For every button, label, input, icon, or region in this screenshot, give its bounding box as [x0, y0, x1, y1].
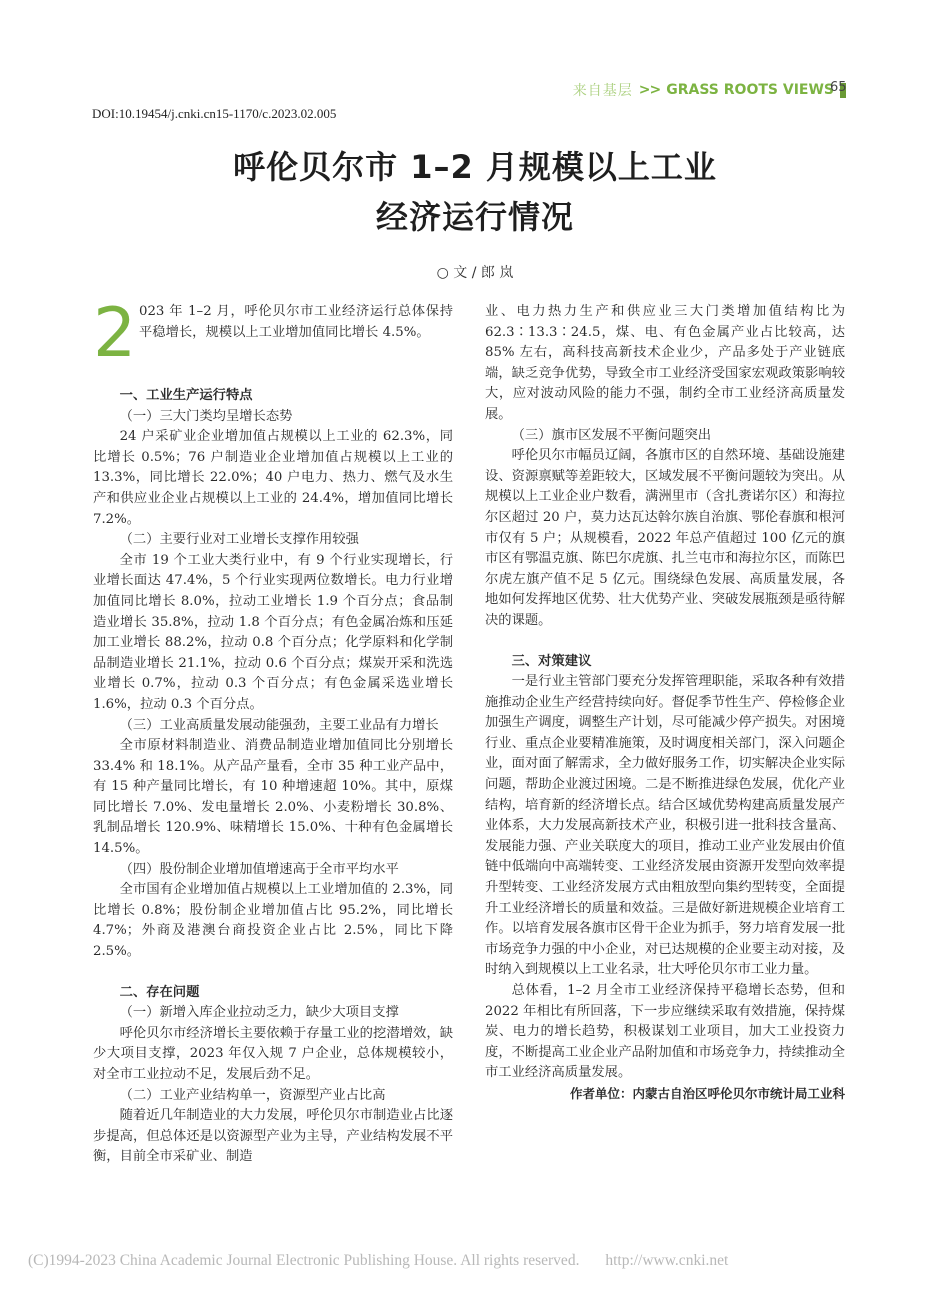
subheading-2-2: （二）工业产业结构单一，资源型产业占比高 — [119, 1087, 386, 1103]
subheading-1-3: （三）工业高质量发展动能强劲，主要工业品有力增长 — [119, 717, 439, 733]
paragraph-1-1: 24 户采矿业企业增加值占规模以上工业的 62.3%，同比增长 0.5%；76 户制造业企业增加值占规模以上工业的 13.3%，同比增长 22.0%；40 户电力、热力、燃气及水生产和供应业企业占规模以上工业的 24.4%，增加值同比增长 7.2%。 — [93, 429, 453, 527]
left-column — [93, 294, 453, 1168]
title-line-1: 呼伦贝尔市 1–2 月规模以上工业 — [233, 148, 717, 186]
section-name-en: GRASS ROOTS VIEWS — [666, 82, 834, 98]
paragraph-2-2-part-b: 业、电力热力生产和供应业三大门类增加值结构比为 62.3∶13.3∶24.5，煤、电、有色金属产业占比较高，达 85% 左右，高科技高新技术企业少，产品多处于产业链底端，缺乏竞争优势，导致全市工业经济受国家宏观政策影响较大，应对波动风险的能力不强，制约全市工业经济高质量发展。 — [485, 304, 845, 422]
article-title — [0, 142, 950, 242]
copyright-footer — [28, 1252, 928, 1270]
paragraph-1-2: 全市 19 个工业大类行业中，有 9 个行业实现增长，行业增长面达 47.4%，5 个行业实现两位数增长。电力行业增加值同比增长 8.0%，拉动工业增长 1.9 个百分点；食品制造业增长 35.8%，拉动 1.8 个百分点；有色金属冶炼和压延加工业增长 88.2%，拉动 0.8 个百分点；化学原料和化学制品制造业增长 21.1%，拉动 0.6 个百分点；煤炭开采和洗选业增长 0.7%，拉动 0.3 个百分点；有色金属采选业增长 1.6%，拉动 0.3 个百分点。 — [93, 552, 453, 712]
paragraph-3-1: 一是行业主管部门要充分发挥管理职能，采取各种有效措施推动企业生产经营持续向好。督促季节性生产、停检修企业加强生产调度，调整生产计划，尽可能减少停产损失。对困境行业、重点企业要精准施策，及时调度相关部门，深入问题企业，面对面了解需求，全力做好服务工作，切实解决企业实际问题，帮助企业渡过困境。二是不断推进绿色发展，优化产业结构，培育新的经济增长点。结合区域优势构建高质量发展产业体系，大力发展高新技术产业，积极引进一批科技含量高、发展能力强、产业关联度大的项目，推动工业产业发展由价值链中低端向中高端转变、工业经济发展由资源开发型向效率提升型转变、工业经济发展方式由粗放型向集约型转变，全面提升工业经济增长的质量和效益。三是做好新进规模企业培育工作。以培育发展各旗市区骨干企业为抓手，努力培育发展一批市场竞争力强的中小企业，对已达规模的企业要主动对接，及时纳入到规模以上工业名录，壮大呼伦贝尔市工业力量。 — [485, 674, 845, 978]
section-name-cn: 来自基层 — [572, 83, 633, 99]
double-arrow-icon: >> — [638, 82, 661, 98]
subheading-1-4: （四）股份制企业增加值增速高于全市平均水平 — [119, 861, 399, 877]
author-line: ○ 文 / 郎 岚 — [436, 265, 514, 281]
page-number: 65 — [830, 80, 847, 95]
intro-paragraph — [93, 294, 453, 373]
paragraph-2-1: 呼伦贝尔市经济增长主要依赖于存量工业的挖潜增效，缺少大项目支撑，2023 年仅入规 7 户企业，总体规模较小，对全市工业拉动不足，发展后劲不足。 — [93, 1025, 453, 1082]
copyright-text: (C)1994-2023 China Academic Journal Electronic Publishing House. All rights reserved. — [28, 1252, 580, 1269]
author-affiliation: 作者单位：内蒙古自治区呼伦贝尔市统计局工业科 — [569, 1085, 845, 1101]
intro-text: 023 年 1–2 月，呼伦贝尔市工业经济运行总体保持平稳增长，规模以上工业增加值同比增长 4.5%。 — [139, 304, 453, 340]
title-line-2: 经济运行情况 — [375, 198, 574, 236]
paragraph-1-3: 全市原材料制造业、消费品制造业增加值同比分别增长 33.4% 和 18.1%。从产品产量看，全市 35 种工业产品中，有 15 种产量同比增长，有 10 种增速超 10%。其中，原煤同比增长 7.0%、发电量增长 2.0%、小麦粉增长 30.8%、乳制品增长 120.9%、味精增长 15.0%、十种有色金属增长 14.5%。 — [93, 738, 453, 857]
subheading-2-3: （三）旗市区发展不平衡问题突出 — [511, 427, 712, 443]
section-heading-2: 二、存在问题 — [119, 984, 200, 1000]
section-heading-3: 三、对策建议 — [511, 653, 592, 669]
paragraph-2-2-part-a: 随着近几年制造业的大力发展，呼伦贝尔市制造业占比逐步提高，但总体还是以资源型产业为主导，产业结构发展不平衡，目前全市采矿业、制造 — [93, 1108, 453, 1165]
doi: DOI:10.19454/j.cnki.cn15-1170/c.2023.02.005 — [92, 106, 337, 121]
subheading-2-1: （一）新增入库企业拉动乏力，缺少大项目支撑 — [119, 1005, 399, 1021]
subheading-1-1: （一）三大门类均呈增长态势 — [119, 408, 293, 424]
paragraph-3-2: 总体看，1–2 月全市工业经济保持平稳增长态势，但和 2022 年相比有所回落，下一步应继续采取有效措施，保持煤炭、电力的增长趋势，积极谋划工业项目，加大工业投资力度，不断提高工业企业产品附加值和市场竞争力，持续推动全市工业经济高质量发展。 — [485, 983, 845, 1081]
running-header — [573, 79, 846, 101]
drop-cap: 2 — [93, 294, 137, 373]
right-column — [485, 302, 845, 1105]
subheading-1-2: （二）主要行业对工业增长支撑作用较强 — [119, 532, 359, 548]
paragraph-2-3: 呼伦贝尔市幅员辽阔，各旗市区的自然环境、基础设施建设、资源禀赋等差距较大，区域发展不平衡问题较为突出。从规模以上工业企业户数看，满洲里市（含扎赉诺尔区）和海拉尔区超过 20 户，莫力达瓦达斡尔族自治旗、鄂伦春旗和根河市仅有 5 户；从规模看，2022 年总产值超过 100 亿元的旗市区有鄂温克旗、陈巴尔虎旗、扎兰屯市和海拉尔区，而陈巴尔虎左旗产值不足 5 亿元。围绕绿色发展、高质量发展，各地如何发挥地区优势、壮大优势产业、突破发展瓶颈是亟待解决的课题。 — [485, 448, 845, 628]
paragraph-1-4: 全市国有企业增加值占规模以上工业增加值的 2.3%，同比增长 0.8%；股份制企业增加值占比 95.2%，同比增长 4.7%；外商及港澳台商投资企业占比 2.5%，同比下降 2.5%。 — [93, 882, 453, 960]
footer-url: http://www.cnki.net — [605, 1252, 729, 1269]
section-heading-1: 一、工业生产运行特点 — [119, 388, 253, 403]
